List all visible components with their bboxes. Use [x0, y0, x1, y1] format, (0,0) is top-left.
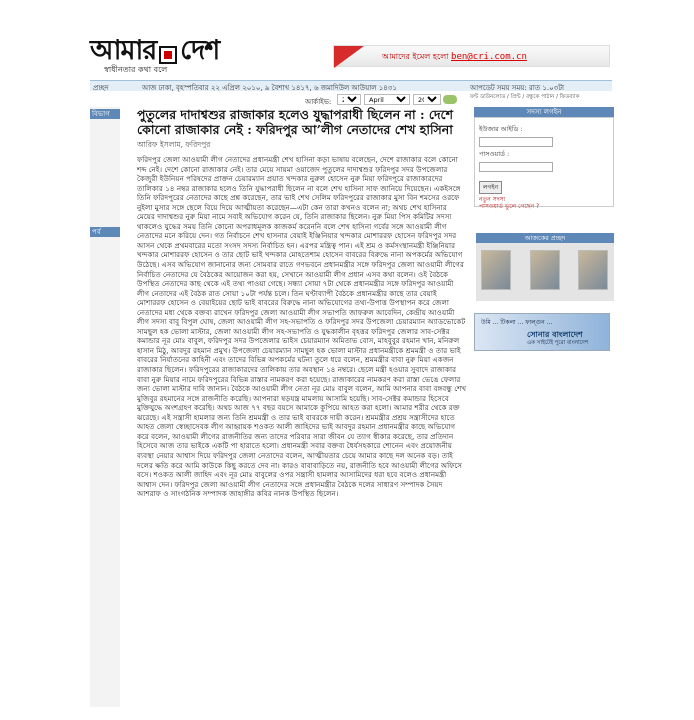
article-tools[interactable]: ফন্ট ডাউনলোড / প্রিন্ট / বন্ধুকে পাঠান / ফিডব্যাক	[470, 94, 580, 100]
user-id-input[interactable]	[479, 137, 553, 147]
logo-box-icon	[159, 46, 177, 64]
left-tab-category[interactable]: বিভাগ	[90, 109, 120, 119]
archive-month-select[interactable]	[364, 94, 410, 105]
masthead	[90, 30, 610, 80]
new-member-link[interactable]: নতুন সদস্য	[479, 196, 506, 203]
ad-line-3: এক সাইটেই পুরো বাংলাদেশ	[527, 340, 589, 346]
sonar-bangladesh-ad[interactable]	[474, 313, 610, 351]
archive-go-button[interactable]	[443, 95, 457, 104]
right-sidebar	[474, 107, 614, 210]
archive-year-select[interactable]	[413, 94, 441, 105]
update-time: আপডেট সময় সময়: রাত ১.০৩টা	[470, 84, 565, 92]
archive-label: আর্কাইভ:	[305, 98, 332, 106]
left-sidebar	[90, 107, 120, 707]
article-headline: পুতুলের দাদাশ্বশুর রাজাকার হলেও যুদ্ধাপরাধী ছিলেন না : দেশে কোনো রাজাকার নেই : ফরিদপুর আ’লীগ নেতাদের শেখ হাসিনা	[137, 107, 453, 137]
banner-email-link[interactable]: ben@cri.com.cn	[451, 52, 527, 62]
today-cover-title: আজকের প্রচ্ছদ	[476, 233, 614, 243]
login-box	[474, 117, 614, 210]
login-links	[479, 196, 609, 210]
password-label: পাসওয়ার্ড :	[479, 150, 510, 158]
user-id-label: ইউজার আইডি :	[479, 125, 523, 133]
login-button[interactable]: লগইন	[479, 181, 502, 194]
forgot-password-link[interactable]: পাসওয়ার্ড ভুলে গেছেন ?	[479, 203, 540, 210]
tagline: স্বাধীনতার কথা বলে	[104, 65, 168, 74]
article-body	[137, 155, 467, 499]
left-tab-section[interactable]: পর্ব	[90, 227, 120, 237]
date-text: আজ ঢাকা, বৃহস্পতিবার ২২ এপ্রিল ২০১০, ৯ বৈশাখ ১৪১৭, ৬ জমাদিউল আউয়াল ১৪৩১	[142, 84, 397, 92]
banner-text	[382, 51, 527, 64]
logo-word-2: দেশ	[180, 35, 220, 66]
article-byline: আরিফ ইসলাম, ফরিদপুর	[137, 140, 211, 149]
home-link[interactable]: প্রচ্ছদ	[93, 84, 109, 92]
article-paragraph: ফরিদপুর জেলা আওয়ামী লীগ নেতাদের প্রধানমন্ত্রী শেখ হাসিনা কড়া ভাষায় বলেছেন, দেশে রাজাকার বলে কোনো শব্দ নেই। দেশে কোনো রাজাকার নেই। তার মেয়ে সায়মা ওয়াজেদ পুতুলের দাদাশ্বশুর ফরিদপুর সদর উপজেলার কৈজুরী ইউনিয়ন পরিষদের প্রাক্তন চেয়ারম্যান প্রয়াত খন্দকার নুরুল হোসেন নুরু মিয়া ফরিদপুরে রাজাকারদের তালিকার ১৪ নম্বর রাজাকার হলেও তিনি যুদ্ধাপরাধী ছিলেন না বলে শেখ হাসিনা সাফ জানিয়ে দিয়েছেন। একইসঙ্গে তিনি ফরিদপুরের নেতাদের কাছে প্রশ্ন করেছেন, তার ভাই শেখ সেলিম ফরিদপুরের রাজাকার মুসা বিন শমসের ওরফে নুইলা মুসার সঙ্গে ছেলে বিয়ে দিয়ে আত্মীয়তা করেছেন—এটা কেন তারা কখনও বলেন না; অথচ শেখ হাসিনার মেয়ের দাদাশ্বশুর নুরু মিয়া নামে সবাই অভিযোগ করেন যে, তিনি রাজাকার ছিলেন। নুরু মিয়া পিস কমিটির সদস্য থাকলেও যুদ্ধের সময় তিনি কোনো অপরাধমূলক কাজকর্ম করেননি বলে শেখ হাসিনা গর্বের সঙ্গে আওয়ামী লীগ নেতাদের মনে করিয়ে দেন। গত নির্বাচনে শেখ হাসনার বেয়াই ইঞ্জিনিয়ার খন্দকার মোশাররফ হোসেন ফরিদপুর সদর আসন থেকে প্রথমবারের মতো সংসদ সদস্য নির্বাচিত হন। এরপর মন্ত্রিত্ব পান। এই শ্রম ও কর্মসংস্থানমন্ত্রী ইঞ্জিনিয়ার খন্দকার মোশাররফ হোসেন ও তার ছোট ভাই খন্দকার মোহতেশাম হোসেন বাবরের বিরুদ্ধে নানা অপকর্মের অভিযোগ উঠেছে। এসব অভিযোগ জানানোর জন্য সোমবার রাতে গণভবনে প্রধানমন্ত্রীর সঙ্গে ফরিদপুর জেলা আওয়ামী লীগের নির্বাচিত নেতাদের যে বৈঠকের আয়োজন করা হয়, সেখানে আওয়ামী লীগ প্রধান এসব কথা বলেন। ওই বৈঠকে উপস্থিত নেতাদের কাছ থেকে এই তথ্য পাওয়া গেছে। সন্ধ্যা সোয়া ৭টা থেকে প্রধানমন্ত্রীর সঙ্গে ফরিদপুর আওয়ামী লীগ নেতাদের এই বৈঠক রাত সোয়া ১০টা পর্যন্ত চলে। তিন ঘণ্টাব্যাপী বৈঠকে প্রধানমন্ত্রীর কাছে তার বেয়াই মোশাররফ হোসেন ও বেয়াইয়ের ছোট ভাই বাবরের বিরুদ্ধে নানা অভিযোগের তথ্য-উপাত্ত উপস্থাপন করে জেলা নেতাদের মধ্য থেকে বক্তব্য রাখেন ফরিদপুর জেলা আওয়ামী লীগ সভাপতি জাফরুল আবেদিন, কেন্দ্রীয় আওয়ামী লীগ সদস্য বাবু বিপুল ঘোষ, জেলা আওয়ামী লীগ সহ-সভাপতি ও ফরিদপুর সদর উপজেলা চেয়ারম্যান অ্যাডভোকেট সামছুল হক ভোলা মাস্টার, জেলা আওয়ামী লীগ সহ-সভাপতি ও যুদ্ধকালীন বৃহত্তর ফরিদপুর জেলার সাব-সেক্টর কমান্ডার নূর মোঃ বাবুল, ফরিদপুর সদর উপজেলার ভাইস চেয়ারম্যান অমিতাভ বোস, মাহবুবুর রহমান খান, মনিরুল হাসান মিঠু, আবদুর রহমান প্রমুখ। উপজেলা চেয়ারম্যান সামছুল হক ভোলা মাস্টার প্রধানমন্ত্রীকে শ্রমমন্ত্রী ও তার ভাই বাবরের নির্যাতনের কাহিনী এবং তাদের বিভিন্ন অপকর্মের ঘটনা তুলে ধরে বলেন, শ্রমমন্ত্রীর বাবা নুরু মিয়া একজন রাজাকার ছিলেন। ফরিদপুরের রাজাকারদের তালিকায় তার অবস্থান ১৪ নম্বরে। ছেলে মন্ত্রী হওয়ার সুবাদে রাজাকার বাবা নুরু মিয়ার নামে ফরিদপুরের বিভিন্ন রাস্তার নামকরণ করা হয়েছে। রাজাকারের নামকরণ করা রাস্তা ভেঙে ফেলার জন্য ভোলা মাস্টার দাবি জানান। বৈঠকে আওয়ামী লীগ নেতা নূর মোঃ বাবুল বলেন, আমি আপনার বাবা বঙ্গবন্ধু শেখ মুজিবুর রহমানের সঙ্গে রাজনীতি করেছি। আপনারা ষড়যন্ত্র মামলায় আসামি হয়েছি। সাব-সেক্টর কমান্ডার হিসেবে মুক্তিযুদ্ধে অংশগ্রহণ করেছি। অথচ আজ ৭৭ বছর বয়সে আমাকে কুপিয়ে আহত করা হলো। আমার শরীর থেকে রক্ত ঝরেছে। এই সন্ত্রাসী হামলার জন্য তিনি শ্রমমন্ত্রী ও তার ভাই বাবরকে দায়ী করেন। শ্রমমন্ত্রীর প্রশ্রয় সন্ত্রাসীদের হাতে আহত জেলা স্বেচ্ছাসেবক লীগ আহ্বায়ক শওকত আলী জাহিদের ভাই আবদুর রহমান প্রধানমন্ত্রীর কাছে অভিযোগ করে বলেন, আওয়ামী লীগের রাজনীতির জন্য তাদের পরিবার সারা জীবন যে ত্যাগ স্বীকার করেছে, তার প্রতিদান হিসেবে আজ তার ভাইকে একটি পা হারাতে হলো। প্রধানমন্ত্রী সবার বক্তব্য ধৈর্যসহকারে শোনেন এবং প্রয়োজনীয় ব্যবস্থা নেয়ার আশ্বাস দিয়ে ফরিদপুর জেলা নেতাদের বলেন, আত্মীয়তার চেয়ে আমার কাছে দল অনেক বড়। তাই দলের ক্ষতি করে আমি কাউকে কিছু করতে দেব না। কারও বাবাবাড়িতে নয়, রাজনীতি হবে আওয়ামী লীগের অফিসে বসে। শওকত আলী জাহিদ এবং নূর মোঃ বাবুলের ওপর সন্ত্রাসী হামলার আসামিদের ধরা হবে বলেও প্রধানমন্ত্রী আশ্বাস দেন। ফরিদপুর জেলা আওয়ামী লীগ নেতাদের সঙ্গে প্রধানমন্ত্রীর বৈঠকে দলের সাধারণ সম্পাদক সৈয়দ আশরাফ ও সাংগঠনিক সম্পাদক জাহাঙ্গীর কবির নানক উপস্থিত ছিলেন।	[137, 155, 467, 499]
login-title: সদস্য লগইন	[474, 107, 614, 117]
logo-word-1: আমার	[90, 35, 157, 66]
top-date-bar	[90, 80, 612, 91]
cover-thumbnail[interactable]	[481, 250, 511, 290]
banner-label: আমাদের ইমেল হলো	[382, 52, 449, 61]
article	[137, 107, 467, 499]
archive-day-select[interactable]	[337, 94, 361, 105]
email-banner[interactable]	[333, 45, 610, 67]
cover-thumbnail[interactable]	[578, 250, 608, 290]
ad-line-1: উমি ... টিকলা ... ফাল্গুন ...	[481, 319, 553, 326]
archive-bar	[90, 94, 612, 107]
password-input[interactable]	[479, 162, 553, 172]
cover-thumbnail[interactable]	[530, 250, 560, 290]
ad-line-2: সোনার বাংলাদেশ	[527, 330, 583, 339]
banner-corner-icon	[334, 46, 364, 68]
